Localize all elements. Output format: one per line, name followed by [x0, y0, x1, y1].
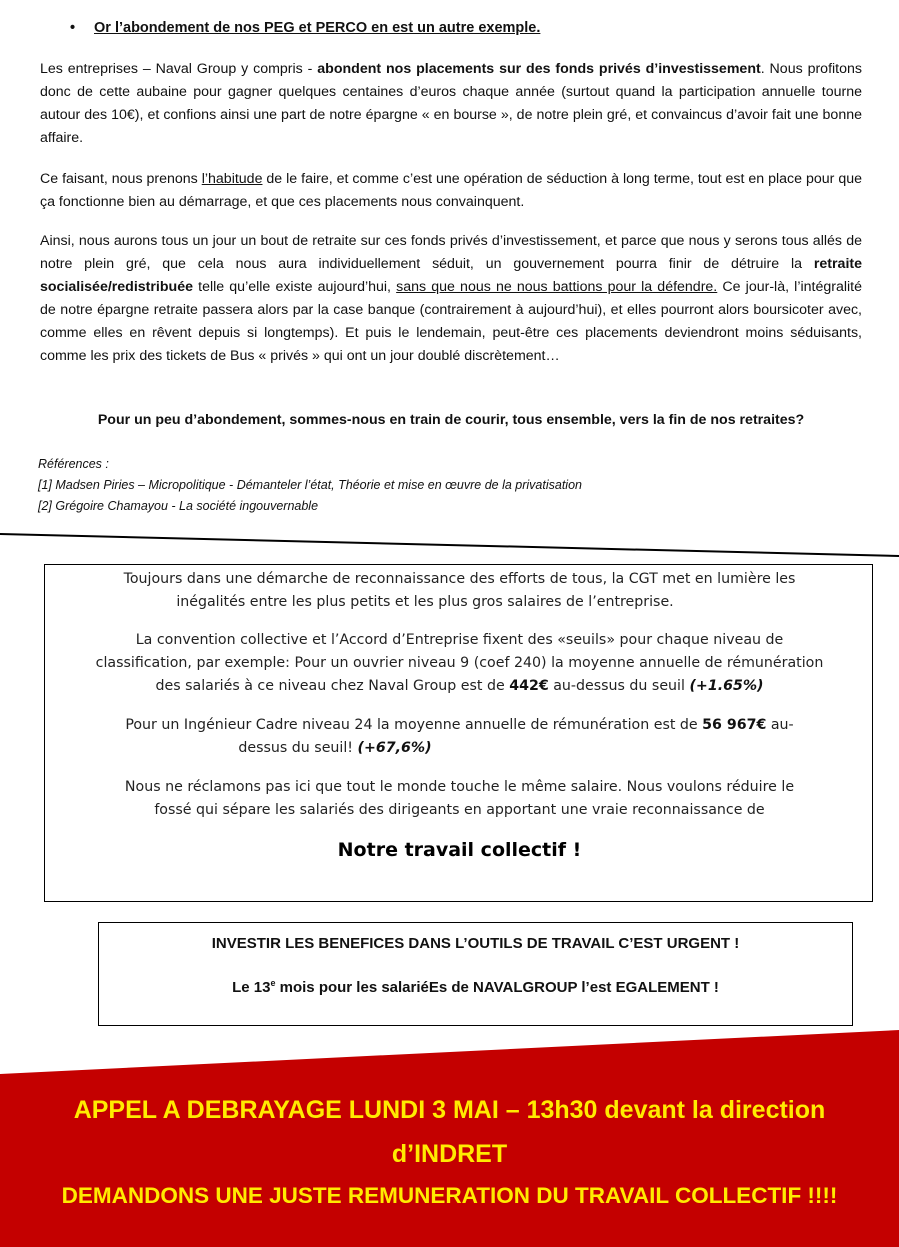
box1-cadre-percent: (+67,6%): [357, 740, 432, 756]
salary-info-box: [44, 564, 873, 902]
box1-p4-line2: fossé qui sépare les salariés des dirigeants en apportant une vraie reconnaissance de: [154, 802, 765, 818]
paragraph-2: [40, 168, 862, 214]
box1-p2-line2: classification, par exemple: Pour un ouvrier niveau 9 (coef 240) la moyenne annuelle de rémunération: [95, 655, 824, 671]
demands-line-2-a: Le 13: [232, 979, 271, 996]
banner-background: [0, 1030, 899, 1247]
p2-text-underline: l’habitude: [201, 171, 263, 187]
bullet-heading: [70, 20, 540, 36]
box1-p3-line1: [45, 714, 874, 737]
box1-p1-line2: inégalités entre les plus petits et les plus gros salaires de l’entreprise.: [176, 594, 674, 610]
box1-p2-line3-c: au-dessus du seuil: [548, 678, 690, 694]
demands-line-2-sup: e: [270, 978, 276, 988]
banner-line-3: DEMANDONS UNE JUSTE REMUNERATION DU TRAVAIL COLLECTIF !!!!: [61, 1183, 838, 1208]
box1-cadre-amount: 56 967€: [702, 717, 767, 733]
bullet-dot-icon: •: [70, 20, 76, 36]
box1-p3-line1-a: Pour un Ingénieur Cadre niveau 24 la moyenne annuelle de rémunération est de: [125, 717, 703, 733]
box1-p3-line2: [45, 737, 625, 760]
box1-slogan: Notre travail collectif !: [337, 839, 582, 861]
p1-text-bold: abondent nos placements sur des fonds privés d’investissement: [317, 61, 761, 77]
box1-p3-line2-a: dessus du seuil!: [238, 740, 358, 756]
question-line: Pour un peu d’abondement, sommes-nous en train de courir, tous ensemble, vers la fin de nos retraites?: [97, 412, 805, 428]
box1-p3-line1-c: au-: [766, 717, 794, 733]
p3-text-bold: retraite socialisée/redistribuée: [40, 256, 862, 295]
box1-ouvrier-percent: (+1.65%): [689, 678, 764, 694]
demands-line-1: INVESTIR LES BENEFICES DANS L’OUTILS DE TRAVAIL C’EST URGENT !: [211, 935, 740, 952]
p1-text-a: Les entreprises – Naval Group y compris -: [40, 61, 318, 77]
box1-p4-line1: Nous ne réclamons pas ici que tout le monde touche le même salaire. Nous voulons réduire le: [124, 779, 795, 795]
p1-text-c: . Nous profitons donc de cette aubaine pour gagner quelques centaines d’euros chaque année (surtout quand la participation annuelle tourne autour des 10€), et confions ainsi une part de notre épargne « en bourse », de notre plein gré, et convaincus d’avoir fait une bonne affaire.: [40, 61, 862, 146]
reference-2: [2] Grégoire Chamayou - La société ingouvernable: [38, 499, 319, 513]
references: [38, 454, 582, 517]
banner-line-1: APPEL A DEBRAYAGE LUNDI 3 MAI – 13h30 devant la direction: [73, 1096, 826, 1124]
references-title: Références :: [38, 457, 109, 471]
paragraph-1: [40, 58, 862, 150]
p3-text-underline: sans que nous ne nous battions pour la défendre.: [396, 279, 718, 295]
box1-p2-line3: [45, 675, 874, 698]
demands-line-2: [99, 978, 852, 996]
box1-ouvrier-amount: 442€: [509, 678, 549, 694]
reference-1: [1] Madsen Piries – Micropolitique - Démanteler l’état, Théorie et mise en œuvre de la privatisation: [38, 478, 582, 492]
demands-line-2-b: mois pour les salariéEs de NAVALGROUP l’est EGALEMENT !: [275, 979, 719, 996]
box1-p2-line3-a: des salariés à ce niveau chez Naval Group est de: [155, 678, 510, 694]
strike-call-banner: [0, 1030, 899, 1247]
banner-line-2: d’INDRET: [391, 1140, 508, 1168]
box1-p1-line1: Toujours dans une démarche de reconnaissance des efforts de tous, la CGT met en lumière les: [123, 571, 796, 587]
bullet-text: Or l’abondement de nos PEG et PERCO en est un autre exemple.: [94, 20, 541, 36]
p2-text-a: Ce faisant, nous prenons: [40, 171, 202, 187]
box1-p2-line1: La convention collective et l’Accord d’Entreprise fixent des «seuils» pour chaque niveau de: [135, 632, 784, 648]
p3-text-e: Ce jour-là, l’intégralité de notre épargne retraite passera alors par la case banque (contrairement à aujourd’hui), et elles pourront alors boursicoter avec, comme elles en rêvent depuis si longtemps). Et puis le lendemain, peut-être ces placements deviendront moins séduisants, comme les prix des tickets de Bus « privés » qui ont un jour doublé discrètement…: [40, 279, 862, 364]
demands-box: [98, 922, 853, 1026]
paragraph-3: [40, 230, 862, 368]
p3-text-a: Ainsi, nous aurons tous un jour un bout de retraite sur ces fonds privés d’investissement, et parce que nous y serons tous allés de notre plein gré, que cela nous aura individuellement séduit, un gouvernement pourra finir de détruire la: [40, 233, 862, 272]
p3-text-c: telle qu’elle existe aujourd’hui,: [193, 279, 397, 295]
p2-text-c: de le faire, et comme c’est une opération de séduction à long terme, tout est en place pour que ça fonctionne bien au démarrage, et que ces placements nous convainquent.: [40, 171, 862, 210]
section-divider: [0, 532, 899, 558]
